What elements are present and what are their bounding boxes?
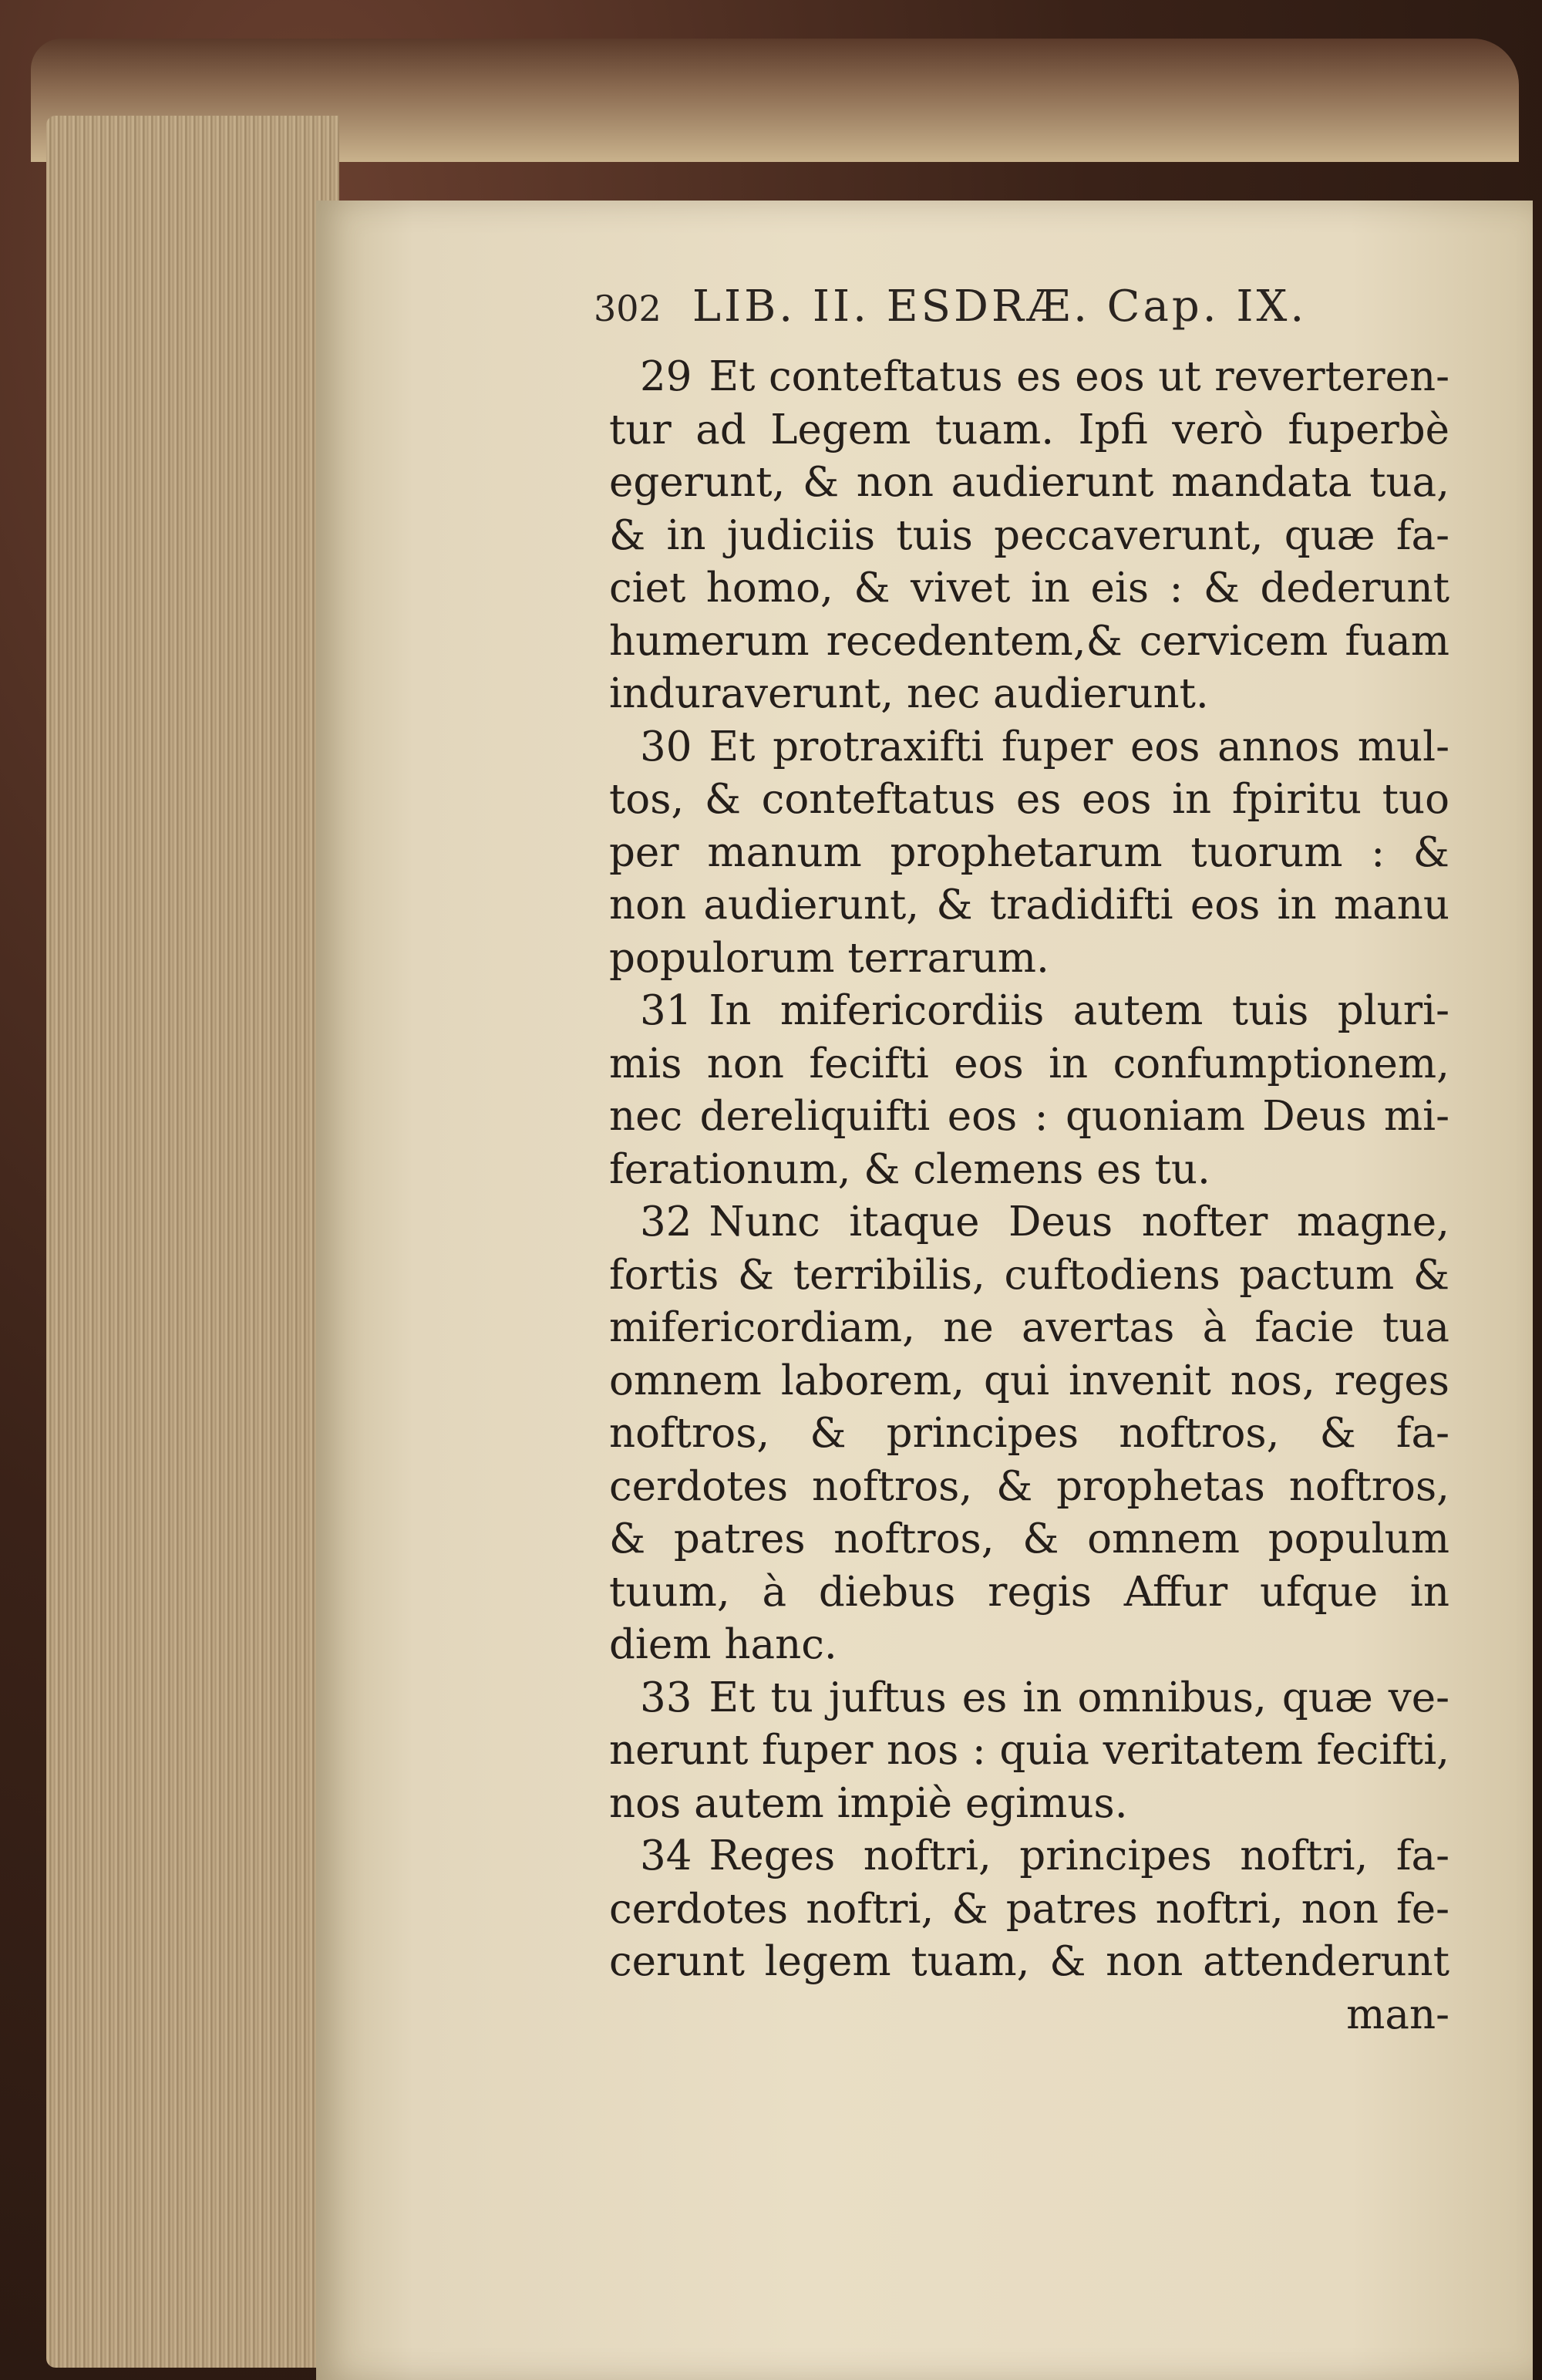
- verse-text: nos autem impiè egimus.: [609, 1779, 1128, 1827]
- verse-first-line: [609, 721, 1449, 774]
- verse-text: & in judiciis tuis peccaverunt, quæ fa-: [609, 511, 1449, 559]
- verse-line: [609, 1407, 1449, 1461]
- verse-line: [609, 510, 1449, 563]
- verse-text: Reges noftri, principes noftri, fa-: [709, 1832, 1449, 1879]
- verse-line: [609, 1302, 1449, 1355]
- verse-number: 32: [640, 1198, 692, 1246]
- verse-text: Et tu juftus es in omnibus, quæ ve-: [709, 1674, 1449, 1721]
- body-text: [609, 351, 1449, 2041]
- verse-line: [609, 1724, 1449, 1778]
- verse-first-line: [609, 1672, 1449, 1725]
- verse-line: [609, 1461, 1449, 1514]
- verse-text: noftros, & principes noftros, & fa-: [609, 1410, 1449, 1457]
- verse-line: [609, 562, 1449, 615]
- verse-text: tos, & conteftatus es eos in fpiritu tuo: [609, 776, 1449, 823]
- verse-line: [609, 827, 1449, 880]
- verse-line: [609, 1883, 1449, 1937]
- page-edges: [46, 116, 339, 2368]
- verse-text: tur ad Legem tuam. Ipfi verò fuperbè: [609, 406, 1449, 453]
- verse-text: fortis & terribilis, cuftodiens pactum &: [609, 1251, 1449, 1299]
- verse-text: ferationum, & clemens es tu.: [609, 1145, 1210, 1193]
- verse-text: non audierunt, & tradidifti eos in manu: [609, 882, 1449, 929]
- verse-number: 30: [640, 723, 692, 770]
- catchword: man-: [1346, 1991, 1449, 2038]
- verse-number: 34: [640, 1832, 692, 1879]
- verse-first-line: [609, 351, 1449, 404]
- verse-text: Et protraxifti fuper eos annos mul-: [709, 723, 1449, 770]
- verse-number: 31: [640, 987, 692, 1034]
- verse-text: Nunc itaque Deus nofter magne,: [709, 1198, 1449, 1246]
- verse-text: cerdotes noftri, & patres noftri, non fe-: [609, 1885, 1449, 1933]
- verse-line: [609, 615, 1449, 669]
- verse-line: [609, 1778, 1449, 1831]
- verse-text: induraverunt, nec audierunt.: [609, 670, 1209, 717]
- verse-text: nec dereliquifti eos : quoniam Deus mi-: [609, 1093, 1449, 1140]
- verse-first-line: [609, 985, 1449, 1038]
- verse-line: [609, 1566, 1449, 1620]
- verse-text: humerum recedentem,& cervicem fuam: [609, 617, 1449, 665]
- verse-text: cerdotes noftros, & prophetas noftros,: [609, 1462, 1449, 1510]
- verse-line: [609, 457, 1449, 510]
- verse-line: [609, 1091, 1449, 1144]
- verse-text: mis non fecifti eos in confumptionem,: [609, 1040, 1449, 1087]
- verse-number: 29: [640, 353, 692, 400]
- verse-text: Et conteftatus es eos ut reverteren-: [709, 353, 1449, 400]
- verse-line: [609, 1355, 1449, 1408]
- verse-number: 33: [640, 1674, 692, 1721]
- running-head: [594, 281, 1480, 351]
- verse-text: ciet homo, & vivet in eis : & dederunt: [609, 565, 1449, 612]
- verse-text: mifericordiam, ne avertas à facie tua: [609, 1304, 1449, 1351]
- verse-text: nerunt fuper nos : quia veritatem fecifti,: [609, 1727, 1449, 1774]
- verse-line: [609, 1038, 1449, 1091]
- verse-line: [609, 668, 1449, 721]
- verse-first-line: [609, 1196, 1449, 1249]
- verse-text: In mifericordiis autem tuis pluri-: [709, 987, 1449, 1034]
- verse-line: [609, 1619, 1449, 1672]
- verse-text: diem hanc.: [609, 1621, 837, 1668]
- verse-line: [609, 1936, 1449, 1989]
- verse-first-line: [609, 1830, 1449, 1883]
- chapter-title: LIB. II. ESDRÆ. Cap. IX.: [692, 281, 1308, 332]
- verse-line: [609, 879, 1449, 932]
- verse-line: [609, 774, 1449, 827]
- verse-line: [609, 1513, 1449, 1566]
- verse-text: egerunt, & non audierunt mandata tua,: [609, 459, 1449, 506]
- verse-text: per manum prophetarum tuorum : &: [609, 828, 1449, 876]
- verse-text: & patres noftros, & omnem populum: [609, 1515, 1449, 1563]
- verse-line: [609, 1249, 1449, 1303]
- verse-text: populorum terrarum.: [609, 934, 1049, 982]
- verse-line: [609, 1144, 1449, 1197]
- verse-line: [609, 404, 1449, 457]
- page-number: 302: [594, 288, 662, 329]
- verse-text: cerunt legem tuam, & non attenderunt: [609, 1938, 1449, 1985]
- verse-line: [609, 932, 1449, 986]
- verse-text: omnem laborem, qui invenit nos, reges: [609, 1357, 1449, 1404]
- verse-text: tuum, à diebus regis Affur ufque in: [609, 1568, 1449, 1616]
